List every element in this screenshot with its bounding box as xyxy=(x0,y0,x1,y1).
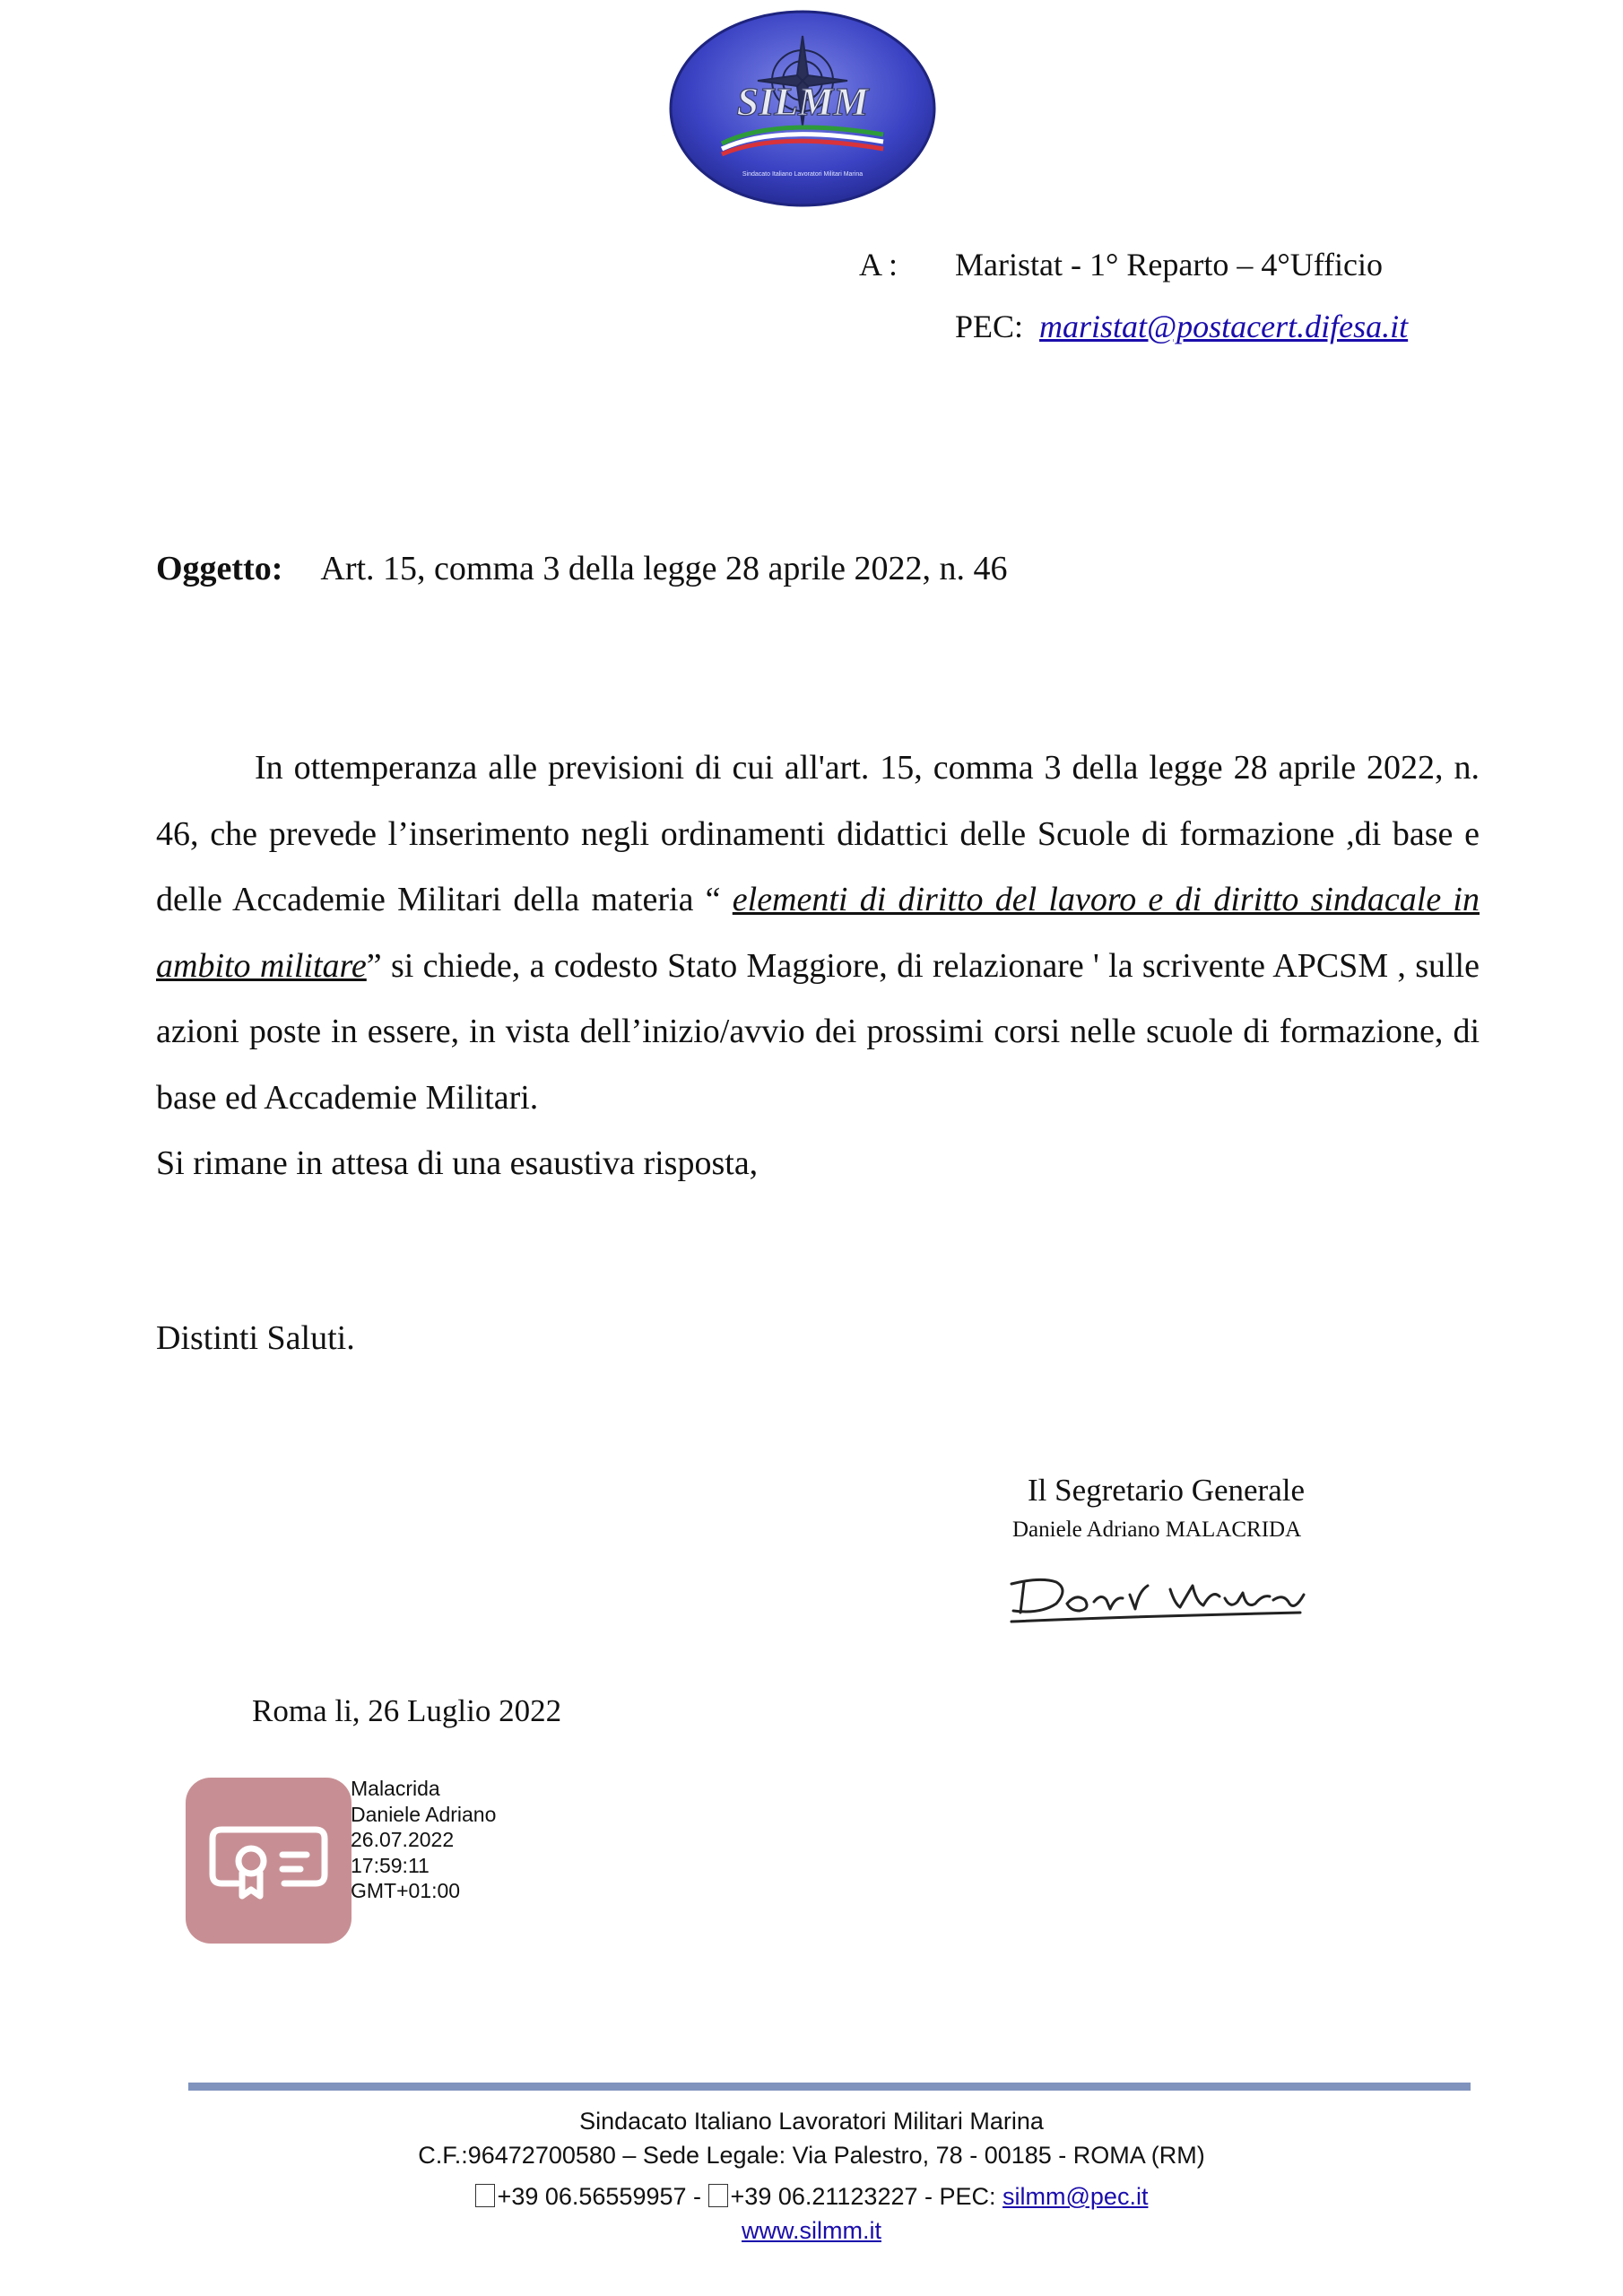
pec-label: PEC: xyxy=(955,309,1024,344)
digital-signature-details xyxy=(351,1776,496,1904)
dsig-line-5: GMT+01:00 xyxy=(351,1879,461,1902)
footer-org-name: Sindacato Italiano Lavoratori Militari Marina xyxy=(579,2108,1044,2135)
dsig-line-1: Malacrida xyxy=(351,1777,440,1800)
footer-legal: C.F.:96472700580 – Sede Legale: Via Palestro, 78 - 00185 - ROMA (RM) xyxy=(418,2142,1205,2169)
footer-phone-2: +39 06.21123227 - PEC: xyxy=(730,2183,996,2210)
footer-website-link[interactable]: www.silmm.it xyxy=(742,2217,881,2244)
closing-salutation: Distinti Saluti. xyxy=(156,1319,355,1357)
pec-email-link[interactable]: maristat@postacert.difesa.it xyxy=(1039,309,1409,344)
subject-text: Art. 15, comma 3 della legge 28 aprile 2022, n. 46 xyxy=(320,550,1008,587)
course-subject-emphasis: elementi di diritto del lavoro e di diritto sindacale in ambito militare xyxy=(156,881,1480,985)
dsig-line-4: 17:59:11 xyxy=(351,1853,430,1877)
body-paragraph-1 xyxy=(156,735,1480,1131)
signer-name: Daniele Adriano MALACRIDA xyxy=(1012,1518,1302,1542)
footer-pec-link[interactable]: silmm@pec.it xyxy=(1002,2183,1149,2210)
footer-website-row xyxy=(0,2217,1623,2245)
footer-phone-1: +39 06.56559957 - xyxy=(497,2183,702,2210)
footer-contacts xyxy=(0,2183,1623,2211)
silmm-logo xyxy=(668,9,937,208)
certificate-icon xyxy=(186,1778,352,1944)
signer-title: Il Segretario Generale xyxy=(1028,1473,1306,1508)
subject-line xyxy=(156,549,1008,588)
body-text-1: In ottemperanza alle previsioni di cui all'art. 15, comma 3 della legge 28 aprile 2022, n. 46, che prevede l’inserimento negli ordinamenti didattici delle Scuole di formazione ,di base e delle Accademie Militari della materia “ xyxy=(156,749,1480,918)
letter-body xyxy=(156,735,1480,1197)
footer-divider xyxy=(188,2083,1471,2091)
logo-subtext: Sindacato Italiano Lavoratori Militari Marina xyxy=(742,171,864,178)
body-text-2: ” si chiede, a codesto Stato Maggiore, di relazionare ' la scrivente APCSM , sulle azioni poste in essere, in vista dell’inizio/avvio dei prossimi corsi nelle scuole di formazione, di base ed Accademie Militari. xyxy=(156,946,1480,1117)
fax-icon xyxy=(708,2184,728,2207)
handwritten-signature xyxy=(1004,1559,1363,1639)
date-line: Roma li, 26 Luglio 2022 xyxy=(252,1693,562,1728)
dsig-line-3: 26.07.2022 xyxy=(351,1828,455,1851)
logo-text: SILMM xyxy=(736,80,869,124)
phone-icon xyxy=(475,2184,495,2207)
subject-label: Oggetto: xyxy=(156,550,283,587)
addressee-prefix: A : xyxy=(859,247,898,283)
body-paragraph-2: Si rimane in attesa di una esaustiva risposta, xyxy=(156,1144,759,1182)
dsig-line-2: Daniele Adriano xyxy=(351,1802,497,1826)
addressee-recipient: Maristat - 1° Reparto – 4°Ufficio xyxy=(955,247,1384,283)
addressee-pec xyxy=(955,310,1408,343)
